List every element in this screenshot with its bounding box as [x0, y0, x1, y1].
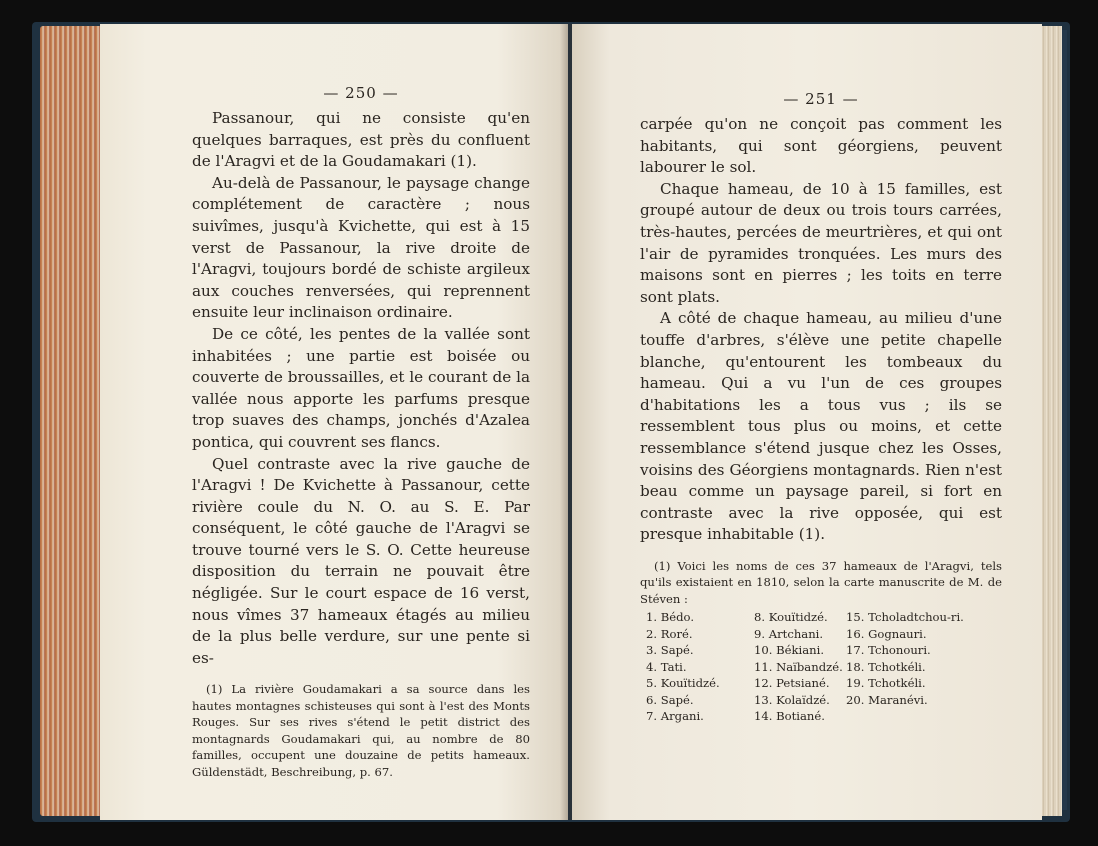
footnote — [192, 681, 530, 780]
list-item: 4. Tati. — [646, 659, 687, 674]
paragraph: carpée qu'on ne conçoit pas comment les habitants, qui sont géorgiens, peuvent labourer le sol. — [640, 115, 1002, 177]
list-item: 5. Kouïtidzé. — [646, 676, 720, 691]
list-item: 3. Sapé. — [646, 643, 694, 658]
list-item: 17. Tchonouri. — [846, 643, 931, 658]
paragraph: Quel contraste avec la rive gauche de l'Aragvi ! De Kvichette à Passanour, cette rivière coule du N. O. au S. E. Par conséquent, le côté gauche de l'Aragvi se trouve tourné vers le S. O. Cette heureuse disposition du terrain ne pouvait être négligée. Sur le court espace de 16 verst, nous vîmes 37 hameaux étagés au milieu de la plus belle verdure, sur une pente si es- — [192, 454, 530, 667]
list-item: 20. Maranévi. — [846, 692, 928, 707]
footnote — [640, 558, 1002, 725]
footnote-text: (1) La rivière Goudamakari a sa source dans les hautes montagnes schisteuses qui sont à l'est des Monts Rouges. Sur ses rives s'étend le petit district des montagnards Goudamakari qui, au nombre de 80 familles, occupent une douzaine de petits hameaux. Güldenstädt, Beschreibung, p. 67. — [192, 682, 530, 779]
list-item: 13. Kolaïdzé. — [754, 692, 830, 707]
paragraph: A côté de chaque hameau, au milieu d'une touffe d'arbres, s'élève une petite chapelle blanche, qu'entourent les tombeaux du hameau. Qui a vu l'un de ces groupes d'habitations les a tous vus ; ils se ressemblent tous plus ou moins, et cette ressemblance s'étend jusque chez les Osses, voisins des Géorgiens montagnards. Rien n'est beau comme un paysage pareil, si fort en contraste avec la rive opposée, qui est presque inhabitable (1). — [640, 309, 1002, 544]
list-item: 15. Tcholadtchou-ri. — [846, 610, 964, 625]
list-item: 12. Petsiané. — [754, 676, 830, 691]
list-item: 7. Argani. — [646, 709, 704, 724]
body-text — [192, 108, 530, 669]
footnote-text: (1) Voici les noms de ces 37 hameaux de l'Aragvi, tels qu'ils existaient en 1810, selon la carte manuscrite de M. de Stéven : — [640, 558, 1002, 606]
list-item: 11. Naïbandzé. — [754, 659, 843, 674]
paragraph: Chaque hameau, de 10 à 15 familles, est groupé autour de deux ou trois tours carrées, très-hautes, percées de meurtrières, et qui ont l'air de pyramides tronquées. Les murs des maisons sont en pierres ; les toits en terre sont plats. — [640, 179, 1002, 306]
list-item: 6. Sapé. — [646, 692, 694, 707]
list-item: 2. Roré. — [646, 626, 693, 641]
right-page — [572, 24, 1042, 820]
list-item: 1. Bédo. — [646, 610, 695, 625]
list-item: 14. Botiané. — [754, 709, 825, 724]
paragraph: De ce côté, les pentes de la vallée sont inhabitées ; une partie est boisée ou couverte de broussailles, et le courant de la vallée nous apporte les parfums presque trop suaves des champs, jonchés d'Azalea pontica, qui couvrent ses flancs. — [192, 324, 530, 451]
list-item: 9. Artchani. — [754, 626, 824, 641]
list-item: 19. Tchotkéli. — [846, 676, 926, 691]
paragraph: Passanour, qui ne consiste qu'en quelques barraques, est près du confluent de l'Aragvi et de la Goudamakari (1). — [192, 109, 530, 171]
page-number: — 250 — — [323, 84, 399, 102]
list-item: 8. Kouïtidzé. — [754, 610, 828, 625]
list-item: 10. Békiani. — [754, 643, 825, 658]
page-number: — 251 — — [783, 90, 859, 108]
list-item: 18. Tchotkéli. — [846, 659, 926, 674]
paragraph: Au-delà de Passanour, le paysage change complétement de caractère ; nous suivîmes, jusqu'à Kvichette, qui est à 15 verst de Passanour, la rive droite de l'Aragvi, toujours bordé de schiste argileux aux couches renversées, qui reprennent ensuite leur inclinaison ordinaire. — [192, 173, 530, 322]
village-list — [646, 609, 1002, 725]
left-page — [100, 24, 568, 820]
body-text — [640, 114, 1002, 546]
list-item: 16. Gognauri. — [846, 626, 927, 641]
